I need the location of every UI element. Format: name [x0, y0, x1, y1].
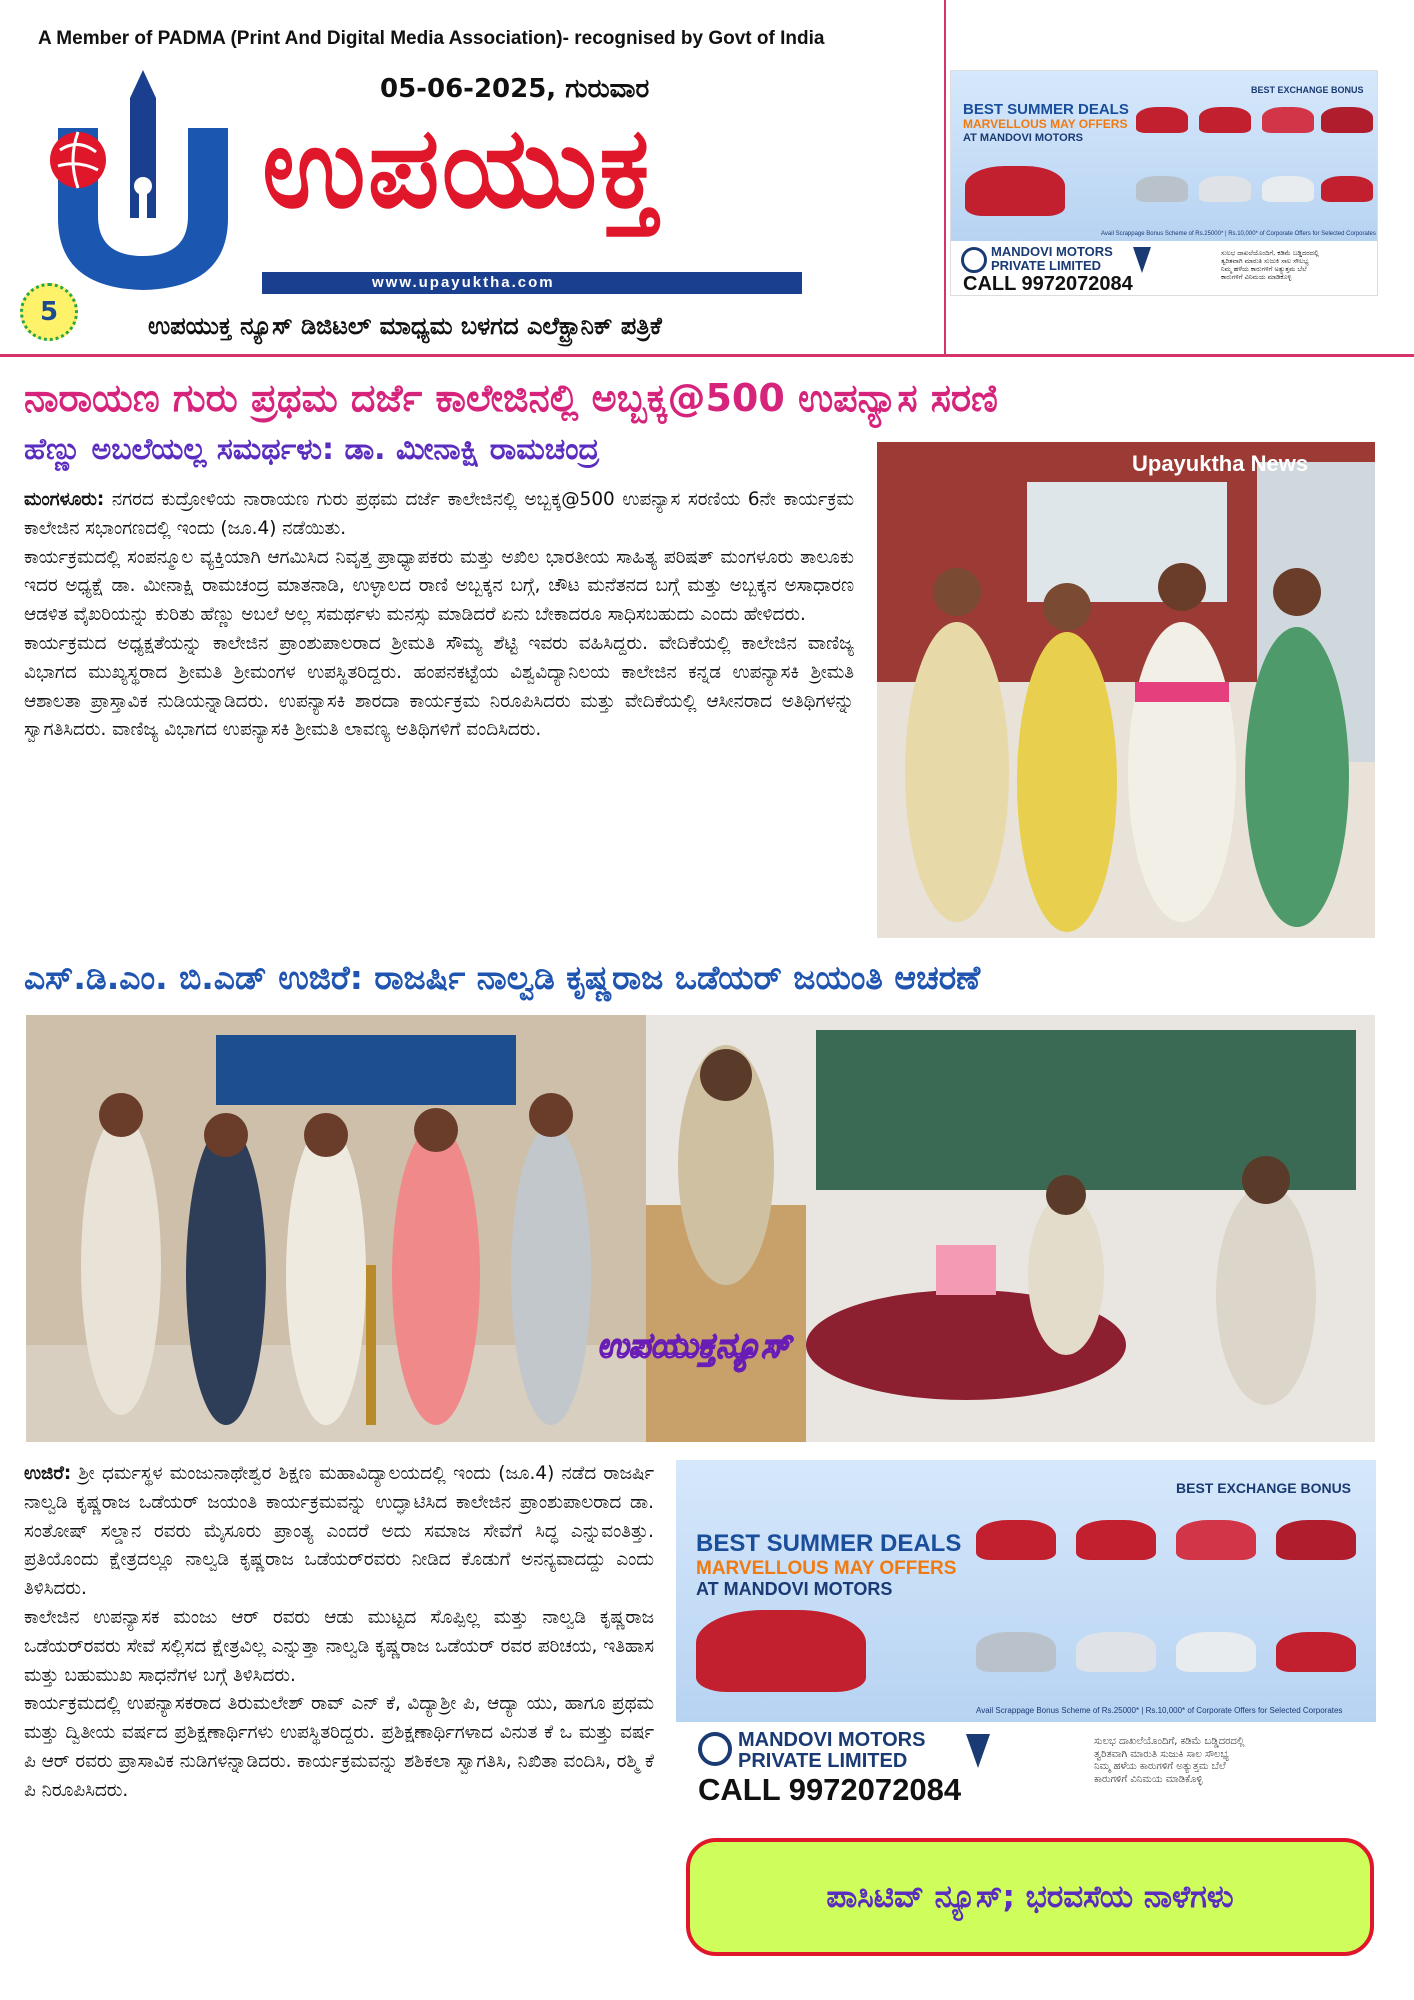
ad-note: ತ್ವರಿತವಾಗಿ ಮಾರುತಿ ಸುಜುಕಿ ಸಾಲ ಸೌಲಭ್ಯ — [1221, 257, 1309, 266]
site-url[interactable]: www.upayuktha.com — [372, 274, 555, 291]
ad-brand-line2: PRIVATE LIMITED — [991, 257, 1102, 273]
masthead-title: ಉಪಯುಕ್ತ — [262, 103, 661, 233]
masthead — [0, 0, 1414, 355]
masthead-underline — [0, 354, 1414, 357]
ad-exchange-bonus: BEST EXCHANGE BONUS — [1251, 85, 1364, 95]
car-icon — [976, 1520, 1056, 1560]
ad-deal-line2: MARVELLOUS MAY OFFERS — [963, 117, 1128, 132]
article1-photo — [877, 442, 1375, 938]
article1-headline: ನಾರಾಯಣ ಗುರು ಪ್ರಥಮ ದರ್ಜೆ ಕಾಲೇಜಿನಲ್ಲಿ ಅಬ್ಬಕ್ಕ@500 ಉಪನ್ಯಾಸ ಸರಣಿ — [24, 376, 998, 420]
article1-paragraph: ಕಾರ್ಯಕ್ರಮದಲ್ಲಿ ಸಂಪನ್ಮೂಲ ವ್ಯಕ್ತಿಯಾಗಿ ಆಗಮಿಸಿದ ನಿವೃತ್ತ ಪ್ರಾಧ್ಯಾಪಕರು ಮತ್ತು ಅಖಿಲ ಭಾರತೀಯ ಸಾಹಿತ್ಯ ಪರಿಷತ್ ಮಂಗಳೂರು ತಾಲೂಕು ಇದರ ಅಧ್ಯಕ್ಷೆ ಡಾ. ಮೀನಾಕ್ಷಿ ರಾಮಚಂದ್ರ ಮಾತನಾಡಿ, ಉಳ್ಳಾಲದ ರಾಣಿ ಅಬ್ಬಕ್ಕನ ಬಗ್ಗೆ, ಚೌಟ ಮನೆತನದ ಬಗ್ಗೆ ಮತ್ತು ಅಬ್ಬಕ್ಕನ ಅಸಾಧಾರಣ ಆಡಳಿತ ವೈಖರಿಯನ್ನು ಕುರಿತು ಹೆಣ್ಣು ಅಬಲೆ ಅಲ್ಲ ಸಮರ್ಥಳು ಮನಸ್ಸು ಮಾಡಿದರೆ ಏನು ಬೇಕಾದರೂ ಸಾಧಿಸಬಹುದು ಎಂದು ಹೇಳಿದರು. — [24, 546, 854, 626]
ad-deal-line3: AT MANDOVI MOTORS — [963, 132, 1083, 145]
ad-phone[interactable]: CALL 9972072084 — [963, 273, 1133, 295]
car-icon — [1276, 1632, 1356, 1672]
article1-dateline: ಮಂಗಳೂರು: — [24, 489, 105, 510]
ad-deal-line1: BEST SUMMER DEALS — [696, 1530, 962, 1557]
article1-subheadline: ಹೆಣ್ಣು ಅಬಲೆಯಲ್ಲ ಸಮರ್ಥಳು: ಡಾ. ಮೀನಾಕ್ಷಿ ರಾಮಚಂದ್ರ — [24, 432, 600, 467]
suzuki-logo-icon — [1133, 247, 1151, 273]
ad-scrappage: Avail Scrappage Bonus Scheme of Rs.25000* | Rs.10,000* of Corporate Offers for Selected Corporates — [976, 1706, 1343, 1715]
car-icon — [1321, 107, 1373, 133]
article2-text: ಶ್ರೀ ಧರ್ಮಸ್ಥಳ ಮಂಜುನಾಥೇಶ್ವರ ಶಿಕ್ಷಣ ಮಹಾವಿದ್ಯಾಲಯದಲ್ಲಿ ಇಂದು (ಜೂ.4) ನಡೆದ ರಾಜರ್ಷಿ ನಾಲ್ವಡಿ ಕೃಷ್ಣರಾಜ ಒಡೆಯರ್ ಜಯಂತಿ ಕಾರ್ಯಕ್ರಮವನ್ನು ಉದ್ಘಾಟಿಸಿದ ಕಾಲೇಜಿನ ಪ್ರಾಂಶುಪಾಲರಾದ ಡಾ. ಸಂತೋಷ್ ಸಲ್ಡಾನ ರವರು ಮೈಸೂರು ಪ್ರಾಂತ್ಯ ಎಂದರೆ ಅದು ಸಮಾಜ ಸೇವೆಗೆ ಸಿದ್ಧ ಎನ್ನುವಂತಿತ್ತು. ಪ್ರತಿಯೊಂದು ಕ್ಷೇತ್ರದಲ್ಲೂ ನಾಲ್ವಡಿ ಕೃಷ್ಣರಾಜ ಒಡೆಯರ್‌ರವರು ನೀಡಿದ ಕೊಡುಗೆ ಅನನ್ಯವಾದದ್ದು ಎಂದು ತಿಳಿಸಿದರು. — [24, 1463, 654, 1600]
car-icon — [976, 1632, 1056, 1672]
ad-scrappage: Avail Scrappage Bonus Scheme of Rs.25000* | Rs.10,000* of Corporate Offers for Selected Corporates — [1101, 231, 1376, 237]
issue-date: 05-06-2025, ಗುರುವಾರ — [380, 74, 650, 104]
ad-phone[interactable]: CALL 9972072084 — [698, 1772, 962, 1807]
car-icon — [1276, 1520, 1356, 1560]
article2-headline: ಎಸ್.ಡಿ.ಎಂ. ಬಿ.ಎಡ್ ಉಜಿರೆ: ರಾಜರ್ಷಿ ನಾಲ್ವಡಿ ಕೃಷ್ಣರಾಜ ಒಡೆಯರ್ ಜಯಂತಿ ಆಚರಣೆ — [24, 958, 981, 997]
car-icon — [1262, 107, 1314, 133]
article1-text: ನಗರದ ಕುದ್ರೋಳಿಯ ನಾರಾಯಣ ಗುರು ಪ್ರಥಮ ದರ್ಜೆ ಕಾಲೇಜಿನಲ್ಲಿ ಅಬ್ಬಕ್ಕ@500 ಉಪನ್ಯಾಸ ಸರಣಿಯ 6ನೇ ಕಾರ್ಯಕ್ರಮ ಕಾಲೇಜಿನ ಸಭಾಂಗಣದಲ್ಲಿ ಇಂದು (ಜೂ.4) ನಡೆಯಿತು. — [24, 489, 854, 539]
car-icon — [1136, 107, 1188, 133]
car-icon — [1199, 176, 1251, 202]
article2-body — [24, 1460, 654, 1806]
positive-news-box — [686, 1838, 1374, 1956]
mandovi-ad-bottom[interactable] — [676, 1460, 1376, 1815]
ad-note: ಸುಲಭ ದಾಖಲೆಯೊಂದಿಗೆ, ಕಡಿಮೆ ಬಡ್ಡಿದರದಲ್ಲಿ — [1094, 1736, 1245, 1747]
ad-exchange-bonus: BEST EXCHANGE BONUS — [1176, 1480, 1352, 1496]
article1-body — [24, 486, 854, 745]
ad-brand-line1: MANDOVI MOTORS — [991, 244, 1113, 259]
article2-photo-label: ಉಪಯುಕ್ತನ್ಯೂಸ್ — [597, 1326, 791, 1366]
ad-note: ಕಾರುಗಳಿಗೆ ವಿನಿಮಯ ಮಾಡಿಕೊಳ್ಳಿ — [1221, 273, 1292, 282]
car-icon — [1262, 176, 1314, 202]
ad-deal-line1: BEST SUMMER DEALS — [963, 101, 1129, 118]
car-icon — [1321, 176, 1373, 202]
car-icon — [965, 166, 1065, 216]
article2-dateline: ಉಜಿರೆ: — [24, 1463, 72, 1484]
car-icon — [696, 1610, 866, 1692]
mandovi-ad-top[interactable] — [950, 70, 1378, 296]
ad-note: ಸುಲಭ ದಾಖಲೆಯೊಂದಿಗೆ, ಕಡಿಮೆ ಬಡ್ಡಿದರದಲ್ಲಿ — [1221, 249, 1319, 257]
article2-photo — [26, 1015, 1375, 1442]
ad-note: ಕಾರುಗಳಿಗೆ ವಿನಿಮಯ ಮಾಡಿಕೊಳ್ಳಿ — [1094, 1773, 1203, 1785]
ad-deal-line3: AT MANDOVI MOTORS — [696, 1579, 893, 1600]
article1-photo-label: Upayuktha News — [1132, 451, 1309, 476]
ad-note: ನಿಮ್ಮ ಹಳೆಯ ಕಾರುಗಳಿಗೆ ಅತ್ಯುತ್ತಮ ಬೆಲೆ — [1221, 265, 1307, 274]
article1-paragraph — [24, 486, 854, 544]
article2-paragraph: ಕಾಲೇಜಿನ ಉಪನ್ಯಾಸಕ ಮಂಜು ಆರ್ ರವರು ಆಡು ಮುಟ್ಟದ ಸೊಪ್ಪಿಲ್ಲ ಮತ್ತು ನಾಲ್ವಡಿ ಕೃಷ್ಣರಾಜ ಒಡೆಯರ್‌ರವರು ಸೇವೆ ಸಲ್ಲಿಸದ ಕ್ಷೇತ್ರವಿಲ್ಲ ಎನ್ನುತ್ತಾ ನಾಲ್ವಡಿ ಕೃಷ್ಣರಾಜ ಒಡೆಯರ್ ರವರ ಪರಿಚಯ, ಇತಿಹಾಸ ಮತ್ತು ಬಹುಮುಖ ಸಾಧನೆಗಳ ಬಗ್ಗೆ ತಿಳಿಸಿದರು. — [24, 1606, 654, 1686]
page-number-badge: 5 — [20, 283, 78, 341]
ad-deal-line2: MARVELLOUS MAY OFFERS — [696, 1557, 957, 1579]
upayuktha-logo-icon — [38, 68, 248, 298]
article1-paragraph: ಕಾರ್ಯಕ್ರಮದ ಅಧ್ಯಕ್ಷತೆಯನ್ನು ಕಾಲೇಜಿನ ಪ್ರಾಂಶುಪಾಲರಾದ ಶ್ರೀಮತಿ ಸೌಮ್ಯ ಶೆಟ್ಟಿ ಇವರು ವಹಿಸಿದ್ದರು. ವೇದಿಕೆಯಲ್ಲಿ ಕಾಲೇಜಿನ ವಾಣಿಜ್ಯ ವಿಭಾಗದ ಮುಖ್ಯಸ್ಥರಾದ ಶ್ರೀಮತಿ ಶ್ರೀಮಂಗಳ ಉಪಸ್ಥಿತರಿದ್ದರು. ಹಂಪನಕಟ್ಟೆಯ ವಿಶ್ವವಿದ್ಯಾನಿಲಯ ಕಾಲೇಜಿನ ಕನ್ನಡ ಉಪನ್ಯಾಸಕಿ ಶ್ರೀಮತಿ ಆಶಾಲತಾ ಪ್ರಾಸ್ತಾವಿಕ ನುಡಿಯನ್ನಾಡಿದರು. ಉಪನ್ಯಾಸಕಿ ಶಾರದಾ ಕಾರ್ಯಕ್ರಮ ನಿರೂಪಿಸಿದರು ಮತ್ತು ವೇದಿಕೆಯಲ್ಲಿ ಆಸೀನರಾದ ಅತಿಥಿಗಳನ್ನು ಸ್ವಾಗತಿಸಿದರು. ವಾಣಿಜ್ಯ ವಿಭಾಗದ ಉಪನ್ಯಾಸಕಿ ಶ್ರೀಮತಿ ಲಾವಣ್ಯ ಅತಿಥಿಗಳಿಗೆ ವಂದಿಸಿದರು. — [24, 632, 854, 741]
ad-brand-line1: MANDOVI MOTORS — [738, 1729, 926, 1751]
padma-membership-line: A Member of PADMA (Print And Digital Media Association)- recognised by Govt of India — [38, 28, 825, 49]
news-label: NEWS — [714, 274, 771, 291]
car-icon — [1199, 107, 1251, 133]
article2-paragraph — [24, 1460, 654, 1604]
car-icon — [1176, 1632, 1256, 1672]
positive-news-text: ಪಾಸಿಟಿವ್ ನ್ಯೂಸ್; ಭರವಸೆಯ ನಾಳೆಗಳು — [826, 1878, 1234, 1915]
car-icon — [1176, 1520, 1256, 1560]
mandovi-logo-icon — [698, 1732, 732, 1766]
mandovi-logo-icon — [961, 247, 987, 273]
car-icon — [1136, 176, 1188, 202]
car-icon — [1076, 1632, 1156, 1672]
article2-paragraph: ಕಾರ್ಯಕ್ರಮದಲ್ಲಿ ಉಪನ್ಯಾಸಕರಾದ ತಿರುಮಲೇಶ್ ರಾವ್ ಎನ್ ಕೆ, ವಿದ್ಯಾಶ್ರೀ ಪಿ, ಆದ್ಯಾ ಯು, ಹಾಗೂ ಪ್ರಥಮ ಮತ್ತು ದ್ವಿತೀಯ ವರ್ಷದ ಪ್ರಶಿಕ್ಷಣಾರ್ಥಿಗಳು ಉಪಸ್ಥಿತರಿದ್ದರು. ಪ್ರಶಿಕ್ಷಣಾರ್ಥಿಗಳಾದ ವಿನುತ ಕೆ ಒ ಮತ್ತು ವರ್ಷ ಪಿ ಆರ್ ರವರು ಪ್ರಾಸಾವಿಕ ನುಡಿಗಳನ್ನಾಡಿದರು. ಕಾರ್ಯಕ್ರಮವನ್ನು ಶಶಿಕಲಾ ಸ್ವಾಗತಿಸಿ, ನಿಖಿತಾ ವಂದಿಸಿ, ರಶ್ಮಿ ಕೆ ಪಿ ನಿರೂಪಿಸಿದರು. — [24, 1693, 654, 1801]
tagline: ಉಪಯುಕ್ತ ನ್ಯೂಸ್ ಡಿಜಿಟಲ್ ಮಾಧ್ಯಮ ಬಳಗದ ಎಲೆಕ್ಟ್ರಾನಿಕ್ ಪತ್ರಿಕೆ — [148, 312, 662, 340]
car-icon — [1076, 1520, 1156, 1560]
masthead-divider — [944, 0, 946, 355]
ad-note: ತ್ವರಿತವಾಗಿ ಮಾರುತಿ ಸುಜುಕಿ ಸಾಲ ಸೌಲಭ್ಯ — [1094, 1748, 1229, 1760]
ad-note: ನಿಮ್ಮ ಹಳೆಯ ಕಾರುಗಳಿಗೆ ಅತ್ಯುತ್ತಮ ಬೆಲೆ — [1094, 1761, 1226, 1772]
ad-brand-line2: PRIVATE LIMITED — [738, 1750, 908, 1772]
suzuki-logo-icon — [966, 1734, 990, 1768]
